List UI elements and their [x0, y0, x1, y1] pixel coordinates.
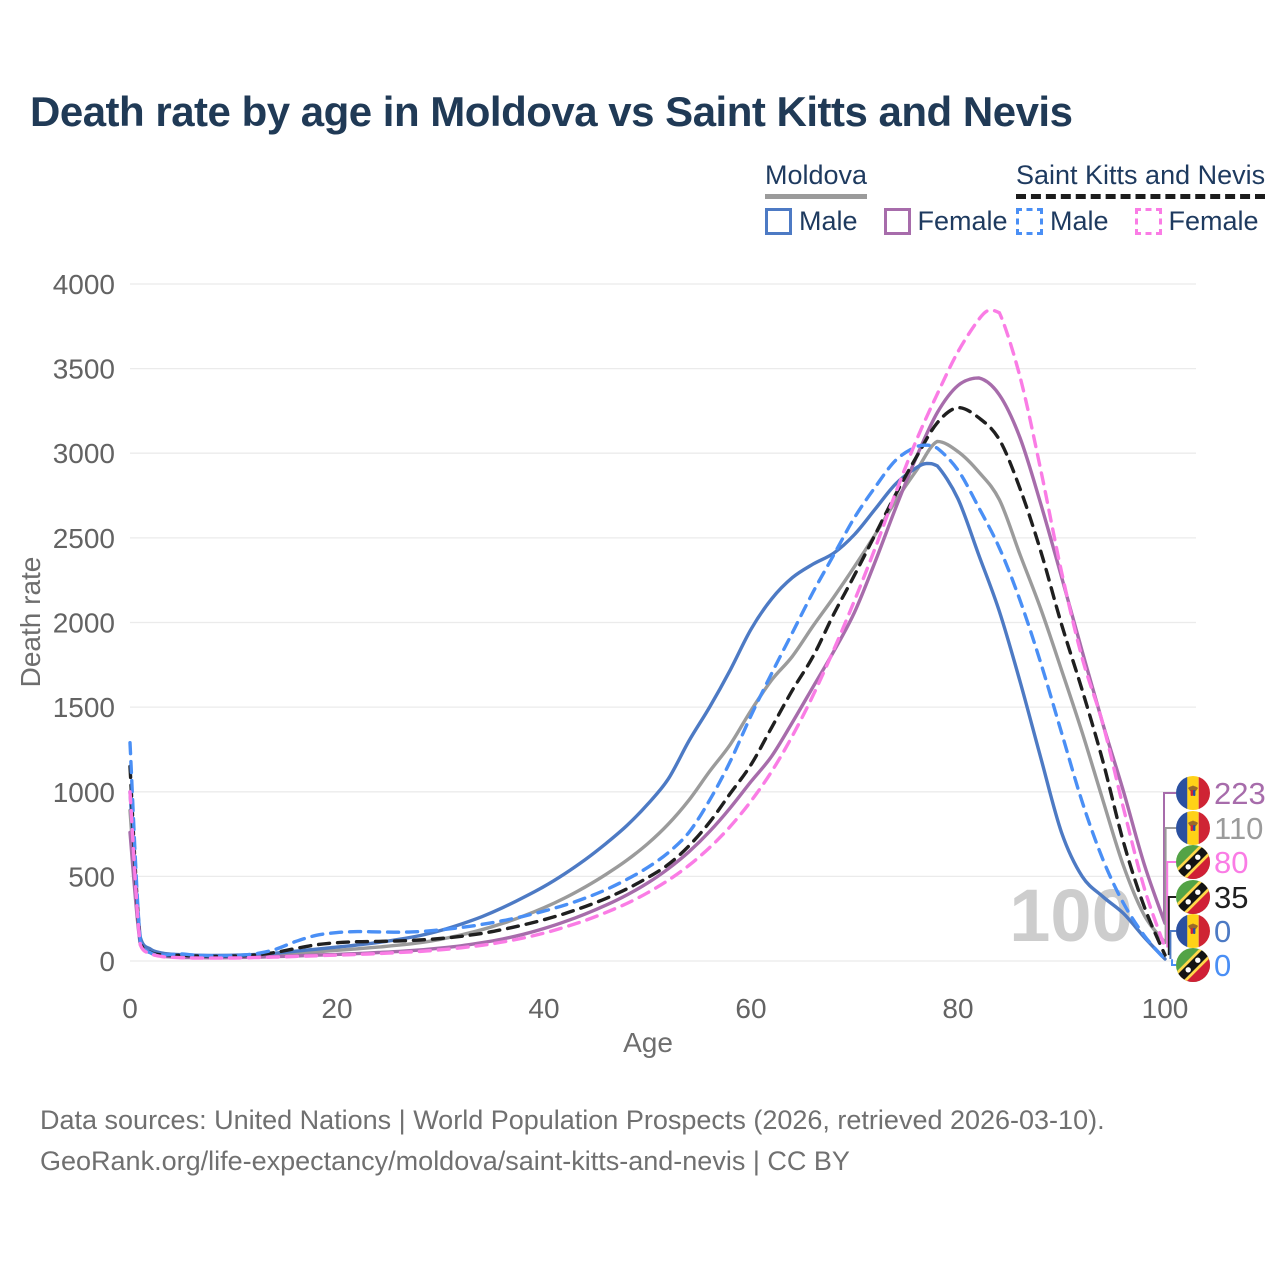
moldova-flag-icon [1176, 914, 1210, 948]
series-line-saint-kitts-and-nevis-female [130, 310, 1165, 958]
y-axis-title: Death rate [15, 556, 46, 688]
footer-source-line: Data sources: United Nations | World Population Prospects (2026, retrieved 2026-03-10). [40, 1105, 1105, 1135]
y-tick-label: 4000 [52, 269, 115, 300]
x-tick-label: 100 [1141, 993, 1189, 1024]
footer [40, 1100, 1105, 1182]
legend-label: Female [917, 206, 1008, 236]
page-title: Death rate by age in Moldova vs Saint Kitts and Nevis [30, 88, 1073, 135]
x-axis-title: Age [623, 1027, 673, 1058]
series-lines [130, 310, 1165, 959]
legend-label: Male [799, 206, 858, 236]
end-value-label: 0 [1214, 914, 1232, 949]
gridlines [130, 284, 1196, 961]
legend-header-moldova: Moldova [765, 160, 867, 199]
legend-label: Female [1168, 206, 1259, 236]
legend-header-saint-kitts: Saint Kitts and Nevis [1016, 160, 1265, 199]
y-tick-label: 0 [99, 946, 115, 977]
y-tick-label: 3000 [52, 438, 115, 470]
y-tick-label: 1500 [52, 692, 115, 724]
leader-line [1170, 931, 1176, 959]
saint-kitts-and-nevis-flag-icon [1174, 946, 1212, 984]
x-tick-label: 60 [735, 993, 767, 1024]
moldova-flag-icon [1176, 776, 1210, 810]
x-tick-label: 20 [321, 993, 353, 1024]
footer-url-line: GeoRank.org/life-expectancy/moldova/saint-kitts-and-nevis | CC BY [40, 1146, 850, 1176]
x-tick-label: 40 [528, 993, 560, 1024]
saint-kitts-and-nevis-flag-icon [1174, 843, 1212, 881]
y-tick-label: 500 [68, 861, 115, 893]
x-tick-label: 80 [942, 993, 974, 1024]
end-value-label: 80 [1214, 845, 1249, 880]
end-value-label: 223 [1214, 776, 1266, 811]
age-watermark: 100 [1009, 874, 1133, 957]
saint-kitts-and-nevis-flag-icon [1174, 878, 1212, 916]
end-value-label: 110 [1214, 811, 1264, 846]
y-tick-label: 1000 [52, 776, 115, 808]
end-value-label: 0 [1214, 948, 1232, 983]
y-tick-label: 2500 [52, 522, 115, 554]
end-value-label: 35 [1214, 880, 1249, 915]
moldova-flag-icon [1176, 811, 1210, 845]
end-value-labels [1164, 776, 1266, 984]
leader-line [1172, 959, 1176, 965]
x-tick-label: 0 [122, 993, 138, 1024]
legend-label: Male [1050, 206, 1109, 236]
y-tick-label: 3500 [52, 353, 115, 385]
y-tick-label: 2000 [52, 607, 115, 639]
